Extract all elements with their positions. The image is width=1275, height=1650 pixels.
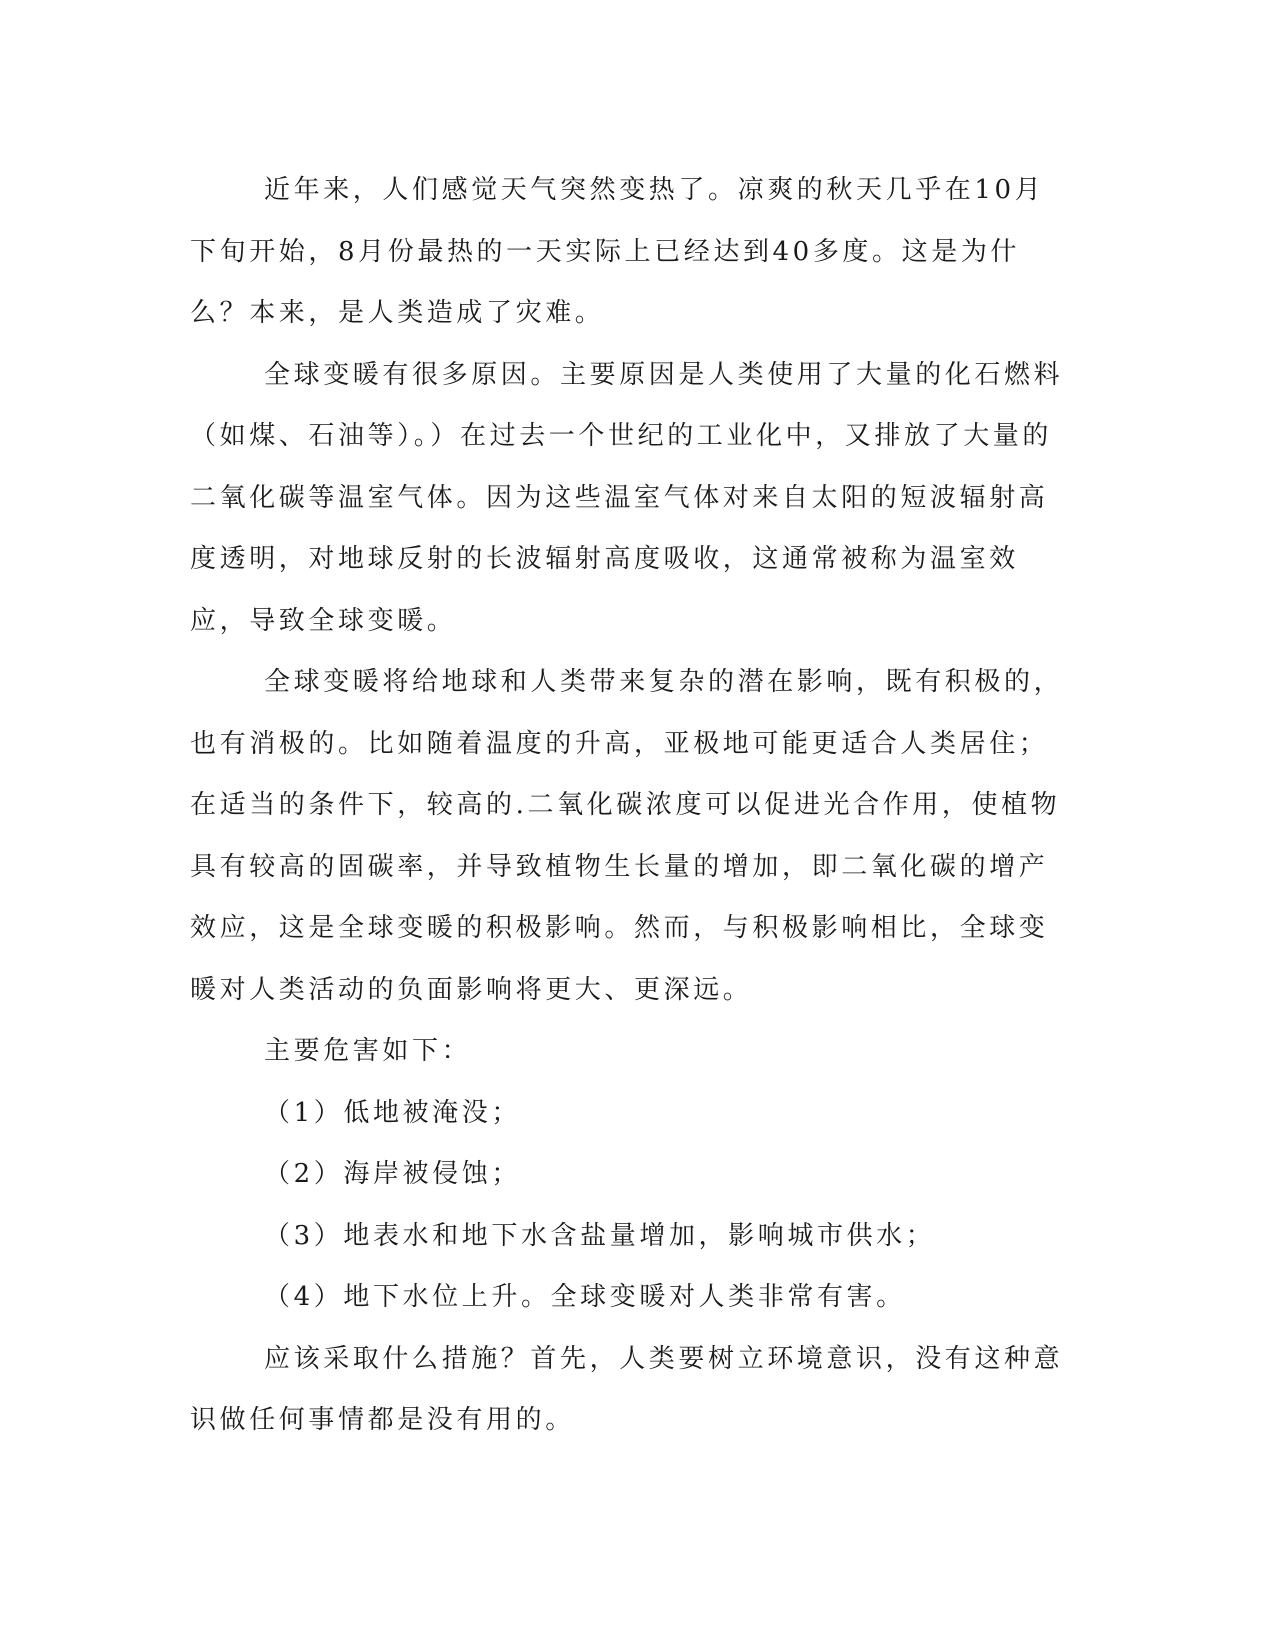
list-item-harm-2: （2）海岸被侵蚀； [264, 1159, 521, 1189]
list-item-harm-4: （4）地下水位上升。全球变暖对人类非常有害。 [264, 1282, 906, 1312]
paragraph-harms-heading: 主要危害如下： [264, 1036, 472, 1066]
paragraph-intro: 近年来，人们感觉天气突然变热了。凉爽的秋天几乎在10月下旬开始，8月份最热的一天实际上已经达到40多度。这是为什么？本来，是人类造成了灾难。 [190, 175, 1045, 328]
list-item-harm-3: （3）地表水和地下水含盐量增加，影响城市供水； [264, 1220, 936, 1251]
paragraph-impacts: 全球变暖将给地球和人类带来复杂的潜在影响，既有积极的，也有消极的。比如随着温度的升高，亚极地可能更适合人类居住；在适当的条件下，较高的.二氧化碳浓度可以促进光合作用，使植物具有较高的固碳率，并导致植物生长量的增加，即二氧化碳的增产效应，这是全球变暖的积极影响。然而，与积极影响相比，全球变暖对人类活动的负面影响将更大、更深远。 [190, 667, 1064, 1005]
document-page [190, 160, 1070, 1452]
list-item-harm-1: （1）低地被淹没； [264, 1097, 521, 1128]
paragraph-causes: 全球变暖有很多原因。主要原因是人类使用了大量的化石燃料（如煤、石油等）。）在过去一个世纪的工业化中，又排放了大量的二氧化碳等温室气体。因为这些温室气体对来自太阳的短波辐射高度透明，对地球反射的长波辐射高度吸收，这通常被称为温室效应，导致全球变暖。 [190, 359, 1064, 636]
paragraph-measures: 应该采取什么措施？首先，人类要树立环境意识，没有这种意识做任何事情都是没有用的。 [190, 1343, 1064, 1435]
